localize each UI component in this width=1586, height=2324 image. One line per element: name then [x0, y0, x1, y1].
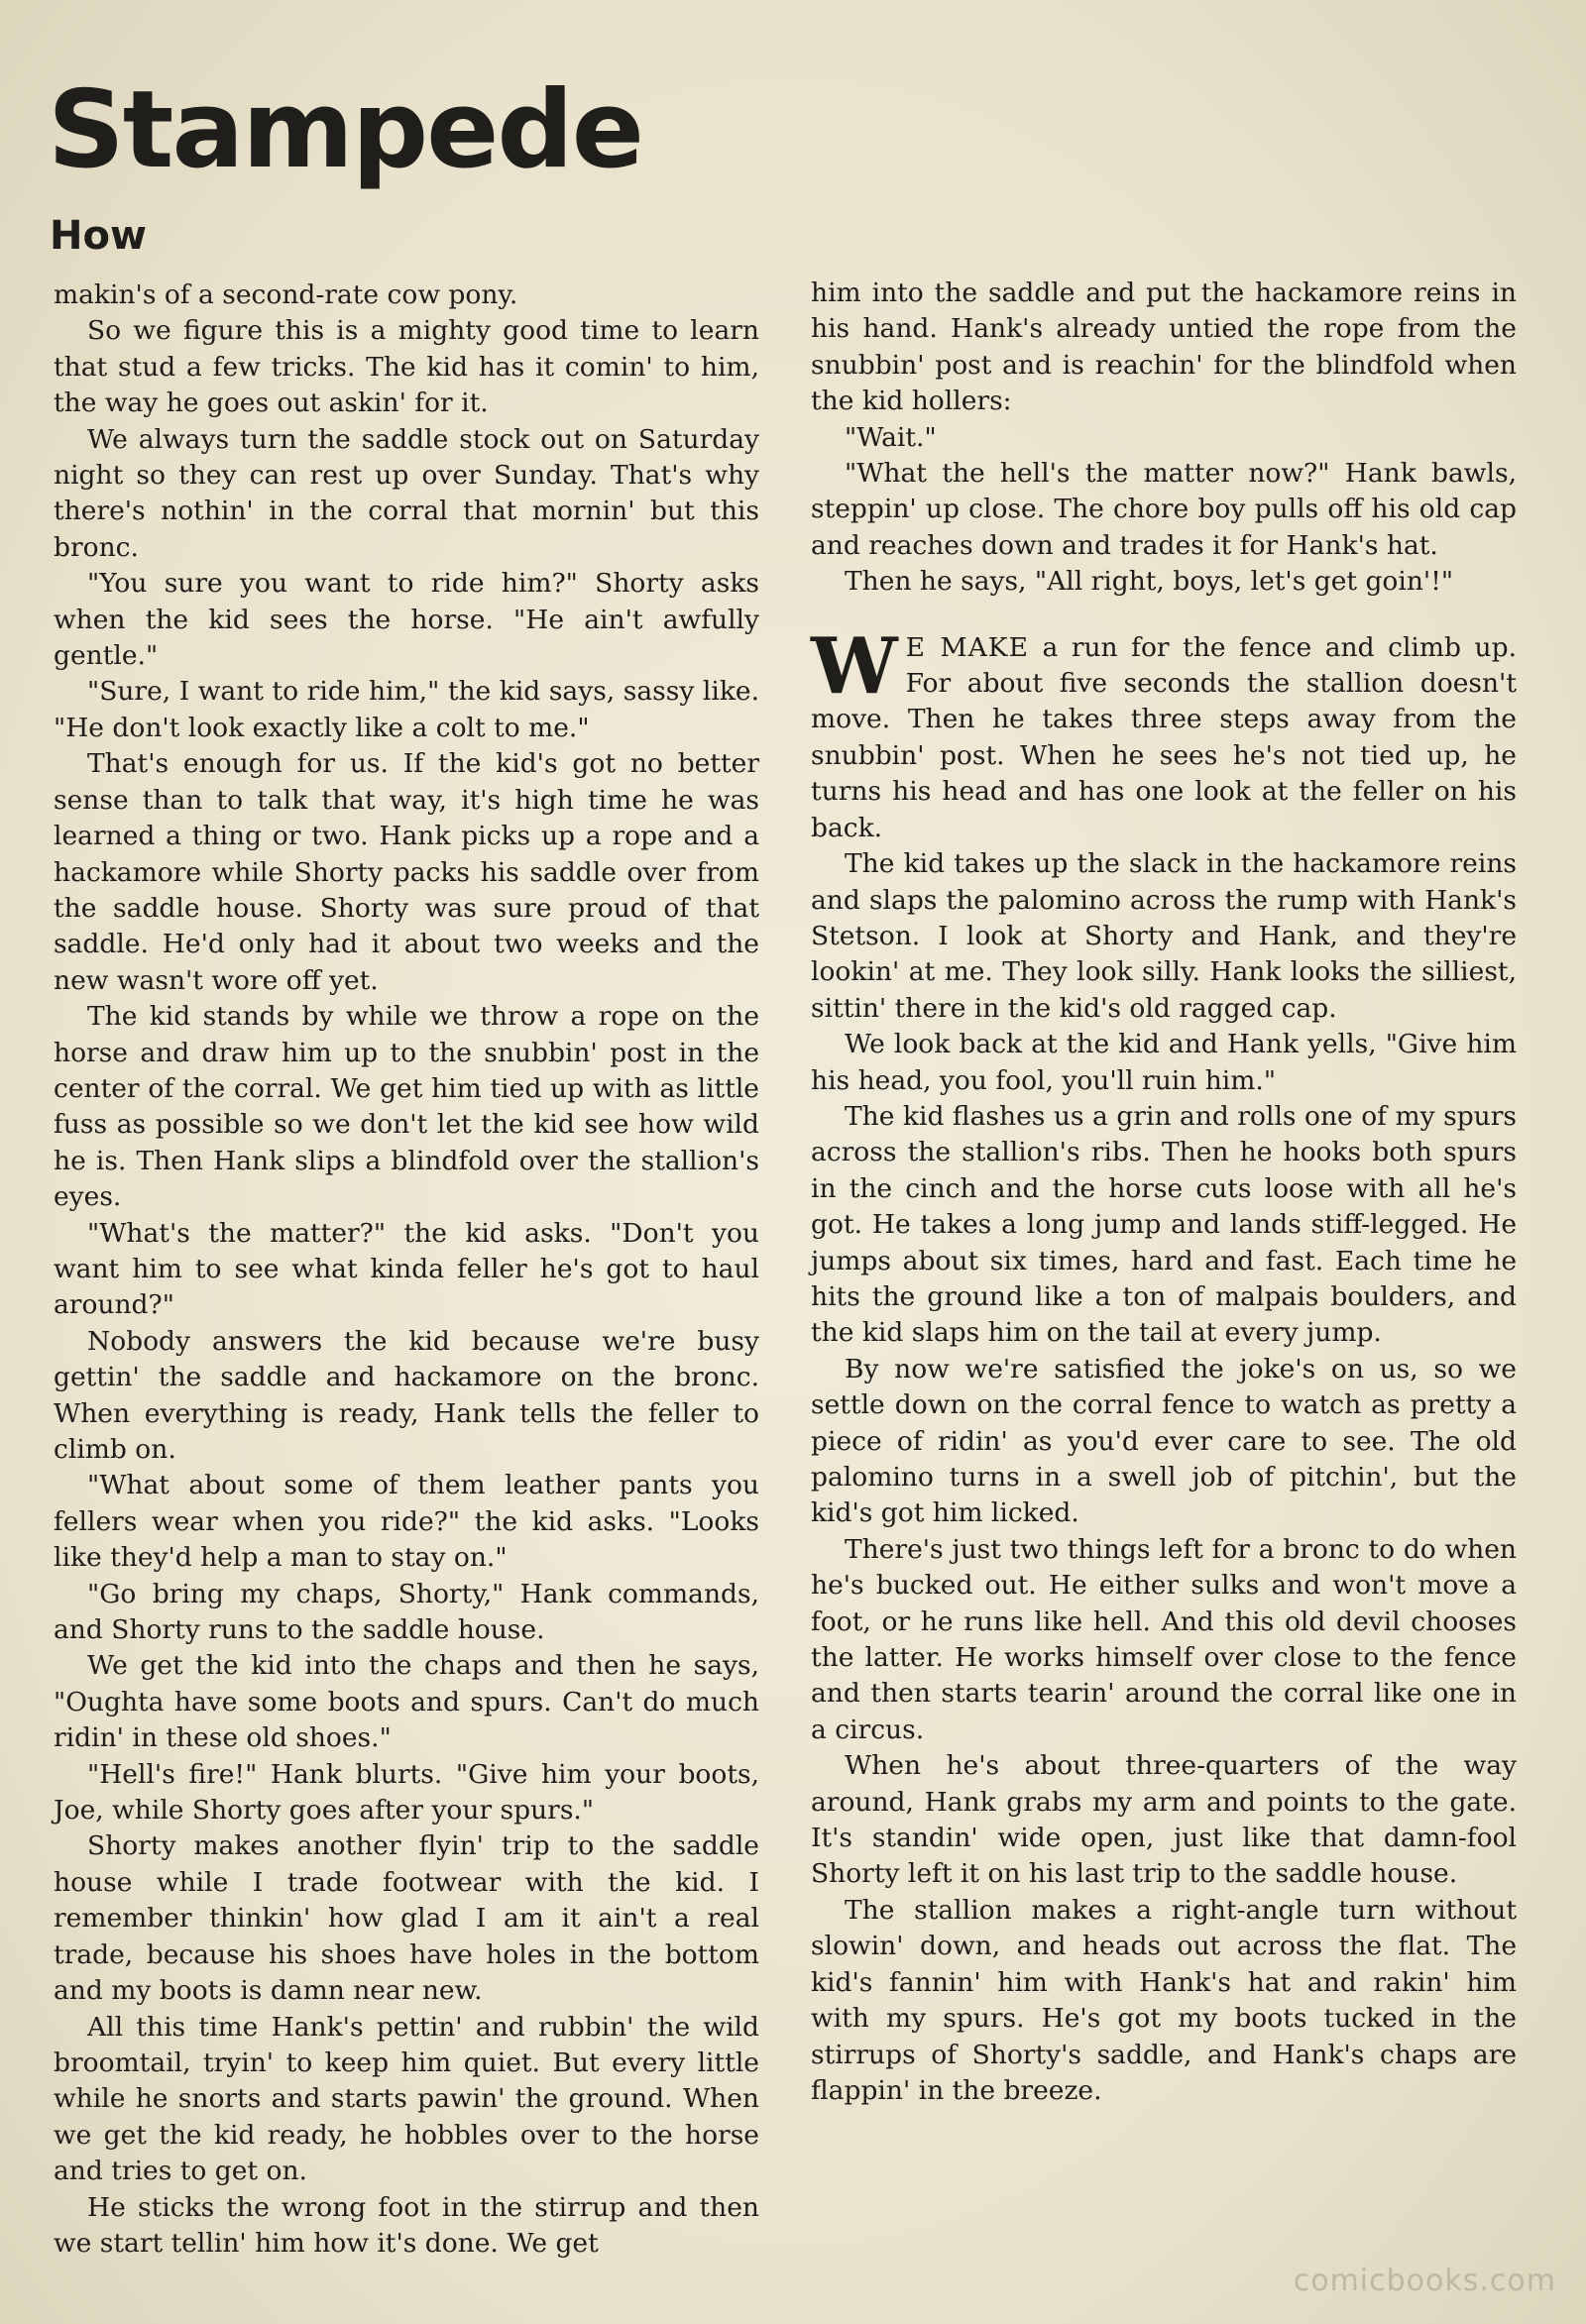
paragraph: "Wait."	[845, 421, 937, 453]
paragraph: When he's about three-quarters of the way around, Hank grabs my arm and points to the gate. It's standin' wide open, just like that damn-fool Shorty left it on his last trip to the saddle house.	[811, 1750, 1517, 1890]
drop-cap: W	[811, 620, 898, 712]
paragraph: We get the kid into the chaps and then he says, "Oughta have some boots and spurs. Can't do much ridin' in these old shoes."	[54, 1650, 759, 1754]
paragraph: The kid flashes us a grin and rolls one of my spurs across the stallion's ribs. Then he hooks both spurs in the cinch and the horse cuts loose with all he's got. He takes a long jump and lands stiff-legged. He jumps about six times, hard and fast. Each time he hits the ground like a ton of malpais boulders, and the kid slaps him on the tail at every jump.	[811, 1100, 1517, 1349]
paragraph: "What the hell's the matter now?" Hank bawls, steppin' up close. The chore boy pulls off his old cap and reaches down and trades it for Hank's hat.	[811, 458, 1517, 561]
paragraph: The kid stands by while we throw a rope on the horse and draw him up to the snubbin' post in the center of the corral. We get him tied up with as little fuss as possible so we don't let the kid see how wild he is. Then Hank slips a blindfold over the stallion's eyes.	[54, 1001, 759, 1213]
paragraph: The kid takes up the slack in the hackamore reins and slaps the palomino across the rump with Hank's Stetson. I look at Shorty and Hank, and they're lookin' at me. They look silly. Hank looks the silliest, sittin' there in the kid's old ragged cap.	[811, 848, 1517, 1024]
paragraph: The stallion makes a right-angle turn without slowin' down, and heads out across the flat. The kid's fannin' him with Hank's hat and rakin' him with my spurs. He's got my boots tucked in the stirrups of Shorty's saddle, and Hank's chaps are flappin' in the breeze.	[811, 1894, 1517, 2106]
story-title: Stampede	[48, 68, 642, 192]
lead-in: E MAKE	[905, 631, 1029, 663]
paragraph: makin's of a second-rate cow pony.	[54, 279, 518, 310]
paragraph: "Hell's fire!" Hank blurts. "Give him your boots, Joe, while Shorty goes after your spurs."	[54, 1758, 759, 1826]
paragraph: Then he says, "All right, boys, let's get goin'!"	[845, 566, 1454, 598]
paragraph: There's just two things left for a bronc to do when he's bucked out. He either sulks and won't move a foot, or he runs like hell. And this old devil chooses the latter. He works himself over close to the fence and then starts tearin' around the corral like one in a circus.	[811, 1533, 1517, 1745]
paragraph: By now we're satisfied the joke's on us, so we settle down on the corral fence to watch as pretty a piece of ridin' as you'd ever care to see. The old palomino turns in a swell job of pitchin', but the kid's got him licked.	[811, 1353, 1517, 1529]
paragraph: "What's the matter?" the kid asks. "Don't you want him to see what kinda feller he's got to haul around?"	[54, 1217, 759, 1321]
paragraph: Shorty makes another flyin' trip to the saddle house while I trade footwear with the kid. I remember thinkin' how glad I am it ain't a real trade, because his shoes have holes in the bottom and my boots is damn near new.	[54, 1830, 759, 2007]
paragraph: "You sure you want to ride him?" Shorty asks when the kid sees the horse. "He ain't awfully gentle."	[54, 568, 759, 672]
section-first-paragraph	[811, 620, 1517, 846]
paragraph-text: a run for the fence and climb up. For about five seconds the stallion doesn't move. Then he takes three steps away from the snubbin' post. When he sees he's not tied up, he turns his head and has one look at the feller on his back.	[811, 631, 1517, 843]
watermark: comicbooks.com	[1293, 2264, 1556, 2298]
story-subtitle: How	[50, 213, 147, 259]
paragraph: All this time Hank's pettin' and rubbin' the wild broomtail, tryin' to keep him quiet. But every little while he snorts and starts pawin' the ground. When we get the kid ready, he hobbles over to the horse and tries to get on.	[54, 2011, 759, 2187]
left-column	[54, 277, 759, 2262]
paragraph: We look back at the kid and Hank yells, "Give him his head, you fool, you'll ruin him."	[811, 1029, 1517, 1096]
paragraph: him into the saddle and put the hackamore reins in his hand. Hank's already untied the rope from the snubbin' post and is reachin' for the blindfold when the kid hollers:	[811, 277, 1517, 417]
paragraph: "Sure, I want to ride him," the kid says, sassy like. "He don't look exactly like a colt to me."	[54, 676, 759, 743]
paragraph: "Go bring my chaps, Shorty," Hank commands, and Shorty runs to the saddle house.	[54, 1578, 759, 1646]
paragraph: Nobody answers the kid because we're busy gettin' the saddle and hackamore on the bronc. When everything is ready, Hank tells the feller to climb on.	[54, 1325, 759, 1465]
paragraph: "What about some of them leather pants you fellers wear when you ride?" the kid asks. "Looks like they'd help a man to stay on."	[54, 1470, 759, 1574]
paragraph: We always turn the saddle stock out on Saturday night so they can rest up over Sunday. That's why there's nothin' in the corral that mornin' but this bronc.	[54, 423, 759, 563]
paragraph: So we figure this is a mighty good time to learn that stud a few tricks. The kid has it comin' to him, the way he goes out askin' for it.	[54, 315, 759, 419]
right-column	[811, 276, 1517, 2109]
paragraph: That's enough for us. If the kid's got no better sense than to talk that way, it's high time he was learned a thing or two. Hank picks up a rope and a hackamore while Shorty packs his saddle over from the saddle house. Shorty was sure proud of that saddle. He'd only had it about two weeks and the new wasn't wore off yet.	[54, 748, 759, 996]
paragraph: He sticks the wrong foot in the stirrup and then we start tellin' him how it's done. We get	[54, 2191, 759, 2259]
